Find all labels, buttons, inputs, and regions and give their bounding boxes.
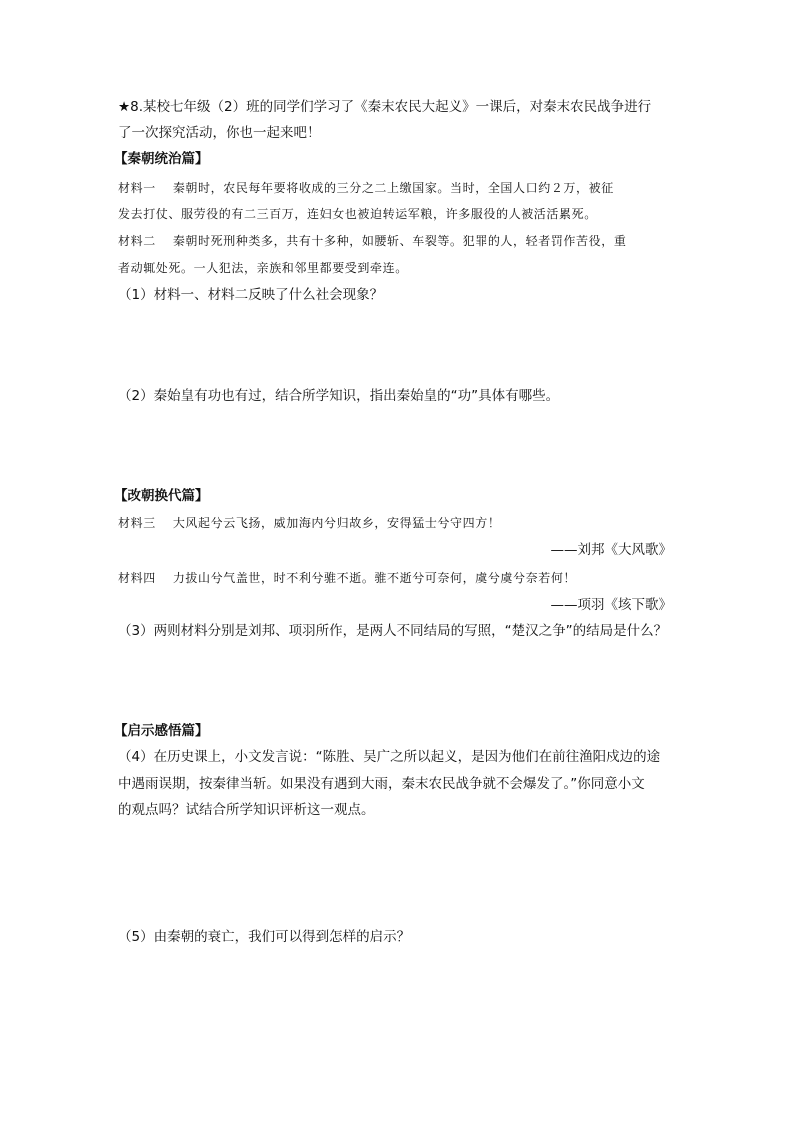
material-4: 材料四 力拔山兮气盖世，时不利兮骓不逝。骓不逝兮可奈何，虞兮虞兮奈若何！ (118, 571, 577, 585)
question-intro-line1: ★8.某校七年级（2）班的同学们学习了《秦末农民大起义》一课后，对秦末农民战争进行 (118, 99, 652, 115)
question-4-line1: （4）在历史课上，小文发言说：“陈胜、吴广之所以起义，是因为他们在前往渔阳戍边的途 (118, 749, 661, 765)
material-3: 材料三 大风起兮云飞扬，威加海内兮归故乡，安得猛士兮守四方！ (118, 516, 501, 530)
question-4-line3: 的观点吗？试结合所学知识评析这一观点。 (118, 802, 375, 818)
section-heading-reflection: 【启示感悟篇】 (114, 723, 209, 739)
question-5: （5）由秦朝的衰亡，我们可以得到怎样的启示？ (118, 929, 411, 945)
section-heading-qin-rule: 【秦朝统治篇】 (114, 151, 209, 167)
material-1-line2: 发去打仗、服劳役的有二三百万，连妇女也被迫转运军粮，许多服役的人被活活累死。 (118, 207, 597, 221)
material-3-source: ——刘邦《大风歌》 (550, 542, 672, 558)
section-heading-dynasty-change: 【改朝换代篇】 (114, 488, 209, 504)
question-2: （2）秦始皇有功也有过，结合所学知识，指出秦始皇的“功”具体有哪些。 (118, 388, 560, 404)
question-intro-line2: 了一次探究活动，你也一起来吧！ (118, 125, 321, 141)
question-1: （1）材料一、材料二反映了什么社会现象？ (118, 287, 384, 303)
question-4-line2: 中遇雨误期，按秦律当斩。如果没有遇到大雨，秦末农民战争就不会爆发了。”你同意小文 (118, 776, 645, 792)
question-3: （3）两则材料分别是刘邦、项羽所作，是两人不同结局的写照，“楚汉之争”的结局是什么？ (118, 623, 668, 639)
material-1-line1: 材料一 秦朝时，农民每年要将收成的三分之二上缴国家。当时，全国人口约２万，被征 (118, 181, 614, 195)
material-2-line2: 者动辄处死。一人犯法，亲族和邻里都要受到牵连。 (118, 261, 408, 275)
material-2-line1: 材料二 秦朝时死刑种类多，共有十多种，如腰斩、车裂等。犯罪的人，轻者罚作苦役，重 (118, 234, 627, 248)
material-4-source: ——项羽《垓下歌》 (550, 597, 672, 613)
